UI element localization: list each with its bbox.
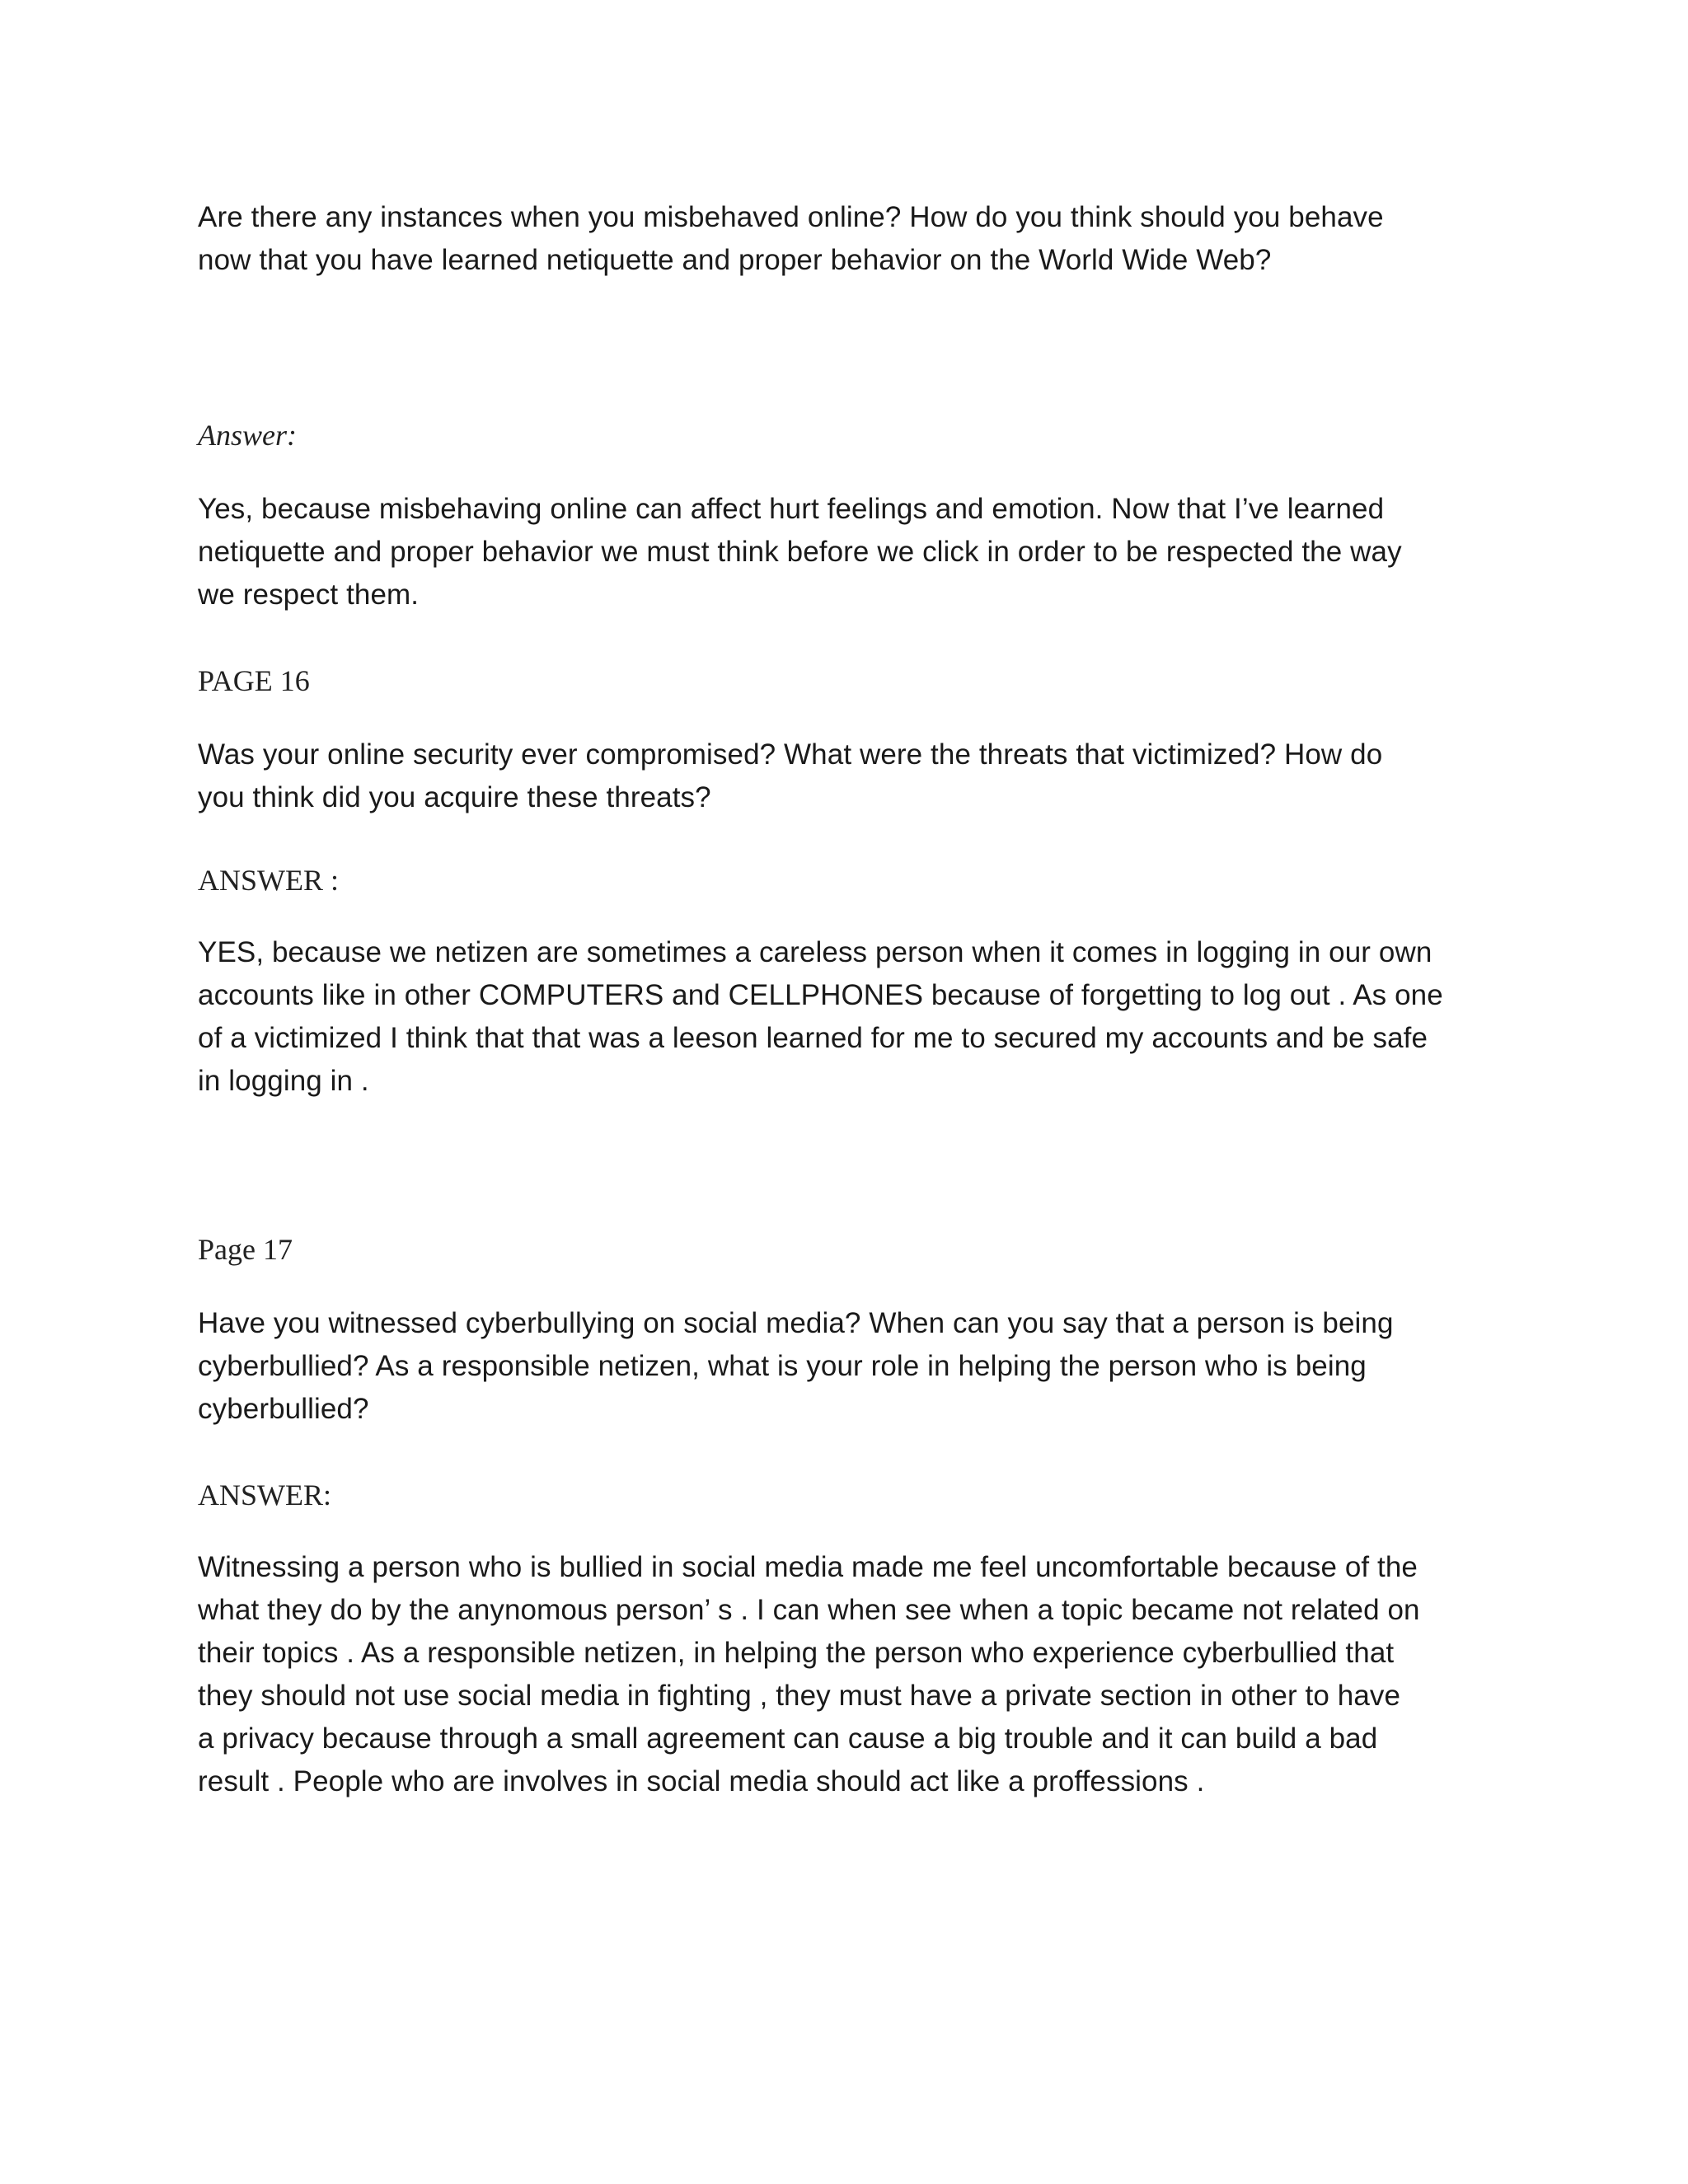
answer-line: accounts like in other COMPUTERS and CELLPHONES because of forgetting to log out . As one xyxy=(198,979,1443,1011)
answer-paragraph xyxy=(198,488,1500,616)
question-line: Was your online security ever compromised? What were the threats that victimized? How do xyxy=(198,738,1383,771)
question-line: Have you witnessed cyberbullying on social media? When can you say that a person is being xyxy=(198,1307,1394,1339)
answer-line: what they do by the anynomous person’ s . I can when see when a topic became not related on xyxy=(198,1594,1420,1626)
answer-line: their topics . As a responsible netizen, in helping the person who experience cyberbullied that xyxy=(198,1637,1395,1669)
question-paragraph xyxy=(198,1302,1500,1431)
answer-line: result . People who are involves in social media should act like a proffessions . xyxy=(198,1765,1205,1797)
answer-line: YES, because we netizen are sometimes a careless person when it comes in logging in our own xyxy=(198,936,1432,968)
question-line: cyberbullied? As a responsible netizen, what is your role in helping the person who is being xyxy=(198,1350,1367,1382)
answer-line: Yes, because misbehaving online can affect hurt feelings and emotion. Now that I’ve learned xyxy=(198,493,1385,525)
answer-line: we respect them. xyxy=(198,579,420,611)
question-paragraph xyxy=(198,733,1500,819)
question-line: now that you have learned netiquette and proper behavior on the World Wide Web? xyxy=(198,244,1272,276)
answer-line: netiquette and proper behavior we must think before we click in order to be respected the way xyxy=(198,536,1402,568)
page-label: PAGE 16 xyxy=(198,664,310,697)
answer-label: ANSWER: xyxy=(198,1479,331,1511)
page-label: Page 17 xyxy=(198,1233,293,1266)
question-paragraph xyxy=(198,196,1500,282)
answer-label: Answer: xyxy=(198,419,297,452)
answer-label: ANSWER : xyxy=(198,864,339,897)
answer-paragraph xyxy=(198,1546,1500,1803)
question-line: you think did you acquire these threats? xyxy=(198,781,711,813)
question-line: cyberbullied? xyxy=(198,1393,369,1425)
answer-line: a privacy because through a small agreement can cause a big trouble and it can build a bad xyxy=(198,1722,1378,1755)
question-line: Are there any instances when you misbehaved online? How do you think should you behave xyxy=(198,201,1384,233)
answer-paragraph xyxy=(198,931,1500,1103)
answer-line: of a victimized I think that that was a leeson learned for me to secured my accounts and be safe xyxy=(198,1022,1428,1054)
answer-line: in logging in . xyxy=(198,1065,369,1097)
answer-line: they should not use social media in fighting , they must have a private section in other to have xyxy=(198,1680,1401,1712)
answer-line: Witnessing a person who is bullied in social media made me feel uncomfortable because of the xyxy=(198,1551,1418,1583)
